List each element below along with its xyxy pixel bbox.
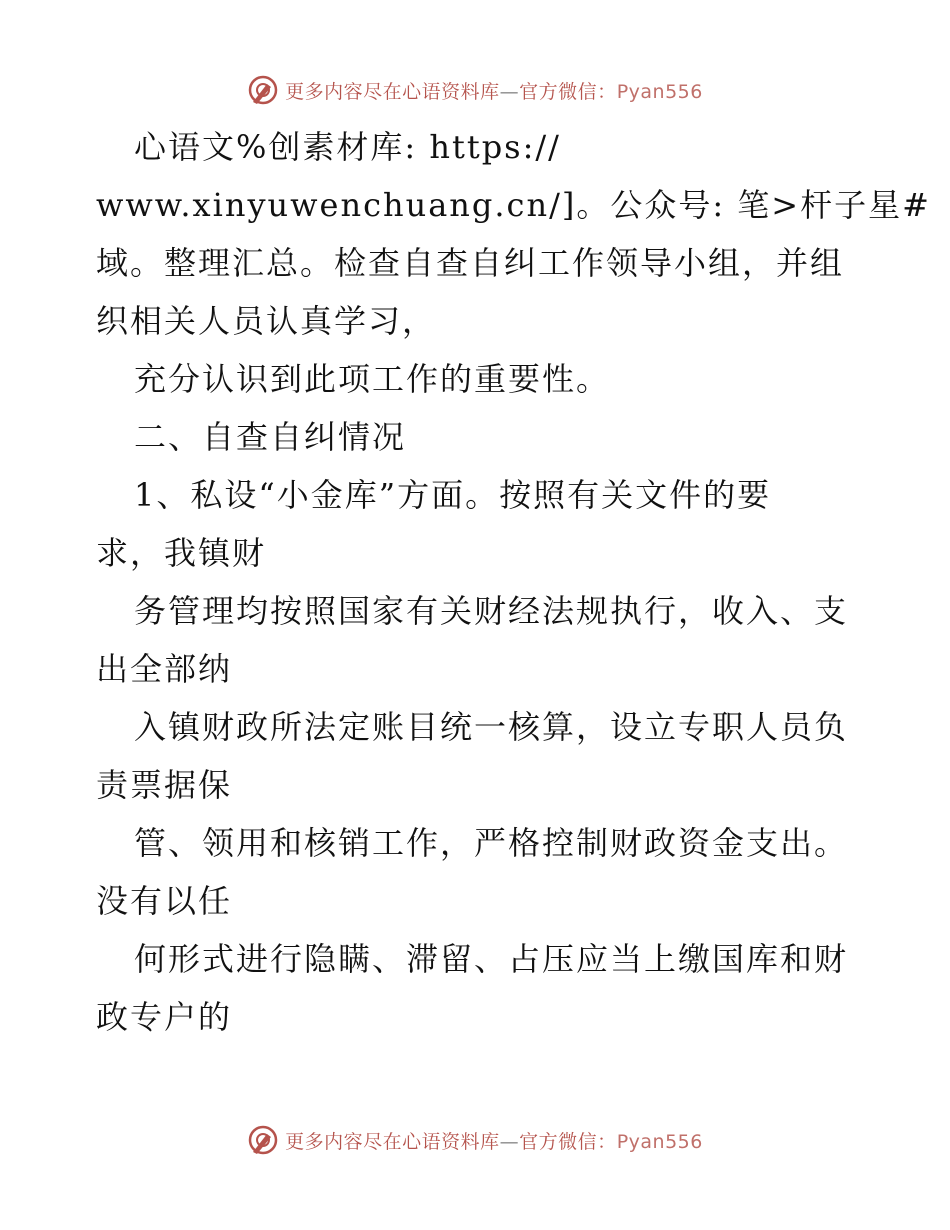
watermark-wechat-label: 官方微信： [519,1130,617,1153]
watermark-text [285,77,703,104]
body-line: 充分认识到此项工作的重要性。 [134,360,611,398]
body-line: 域。整理汇总。检查自查自纠工作领导小组，并组 [96,244,845,282]
document-body [96,118,931,1046]
watermark-separator: — [499,1130,520,1153]
body-line: 管、领用和核销工作，严格控制财政资金支出。 [134,824,849,862]
body-line: www.xinyuwenchuang.cn/]。公众号: 笔>杆子星# [96,186,931,224]
body-line: 出全部纳 [96,650,233,688]
body-line: 求，我镇财 [96,534,267,572]
body-line: 政专户的 [96,998,233,1036]
watermark-wechat-account: Pyan556 [616,80,703,103]
watermark-text [285,1127,703,1154]
body-line: 织相关人员认真学习， [96,302,437,340]
watermark-main: 更多内容尽在心语资料库 [285,1130,500,1153]
body-line: 1、私设“小金库”方面。按照有关文件的要 [134,476,772,514]
watermark-separator: — [499,80,520,103]
header-watermark [0,70,950,110]
body-line: 心语文%创素材库: https:// [134,128,561,166]
section-heading: 二、自查自纠情况 [134,418,407,456]
body-line: 责票据保 [96,766,233,804]
footer-watermark [0,1120,950,1160]
body-line: 何形式进行隐瞒、滞留、占压应当上缴国库和财 [134,940,849,978]
body-line: 没有以任 [96,882,233,920]
watermark-wechat-label: 官方微信： [519,80,617,103]
watermark-wechat-account: Pyan556 [616,1130,703,1153]
body-line: 入镇财政所法定账目统一核算，设立专职人员负 [134,708,849,746]
pen-logo-icon [247,74,279,106]
watermark-main: 更多内容尽在心语资料库 [285,80,500,103]
pen-logo-icon [247,1124,279,1156]
body-line: 务管理均按照国家有关财经法规执行，收入、支 [134,592,849,630]
